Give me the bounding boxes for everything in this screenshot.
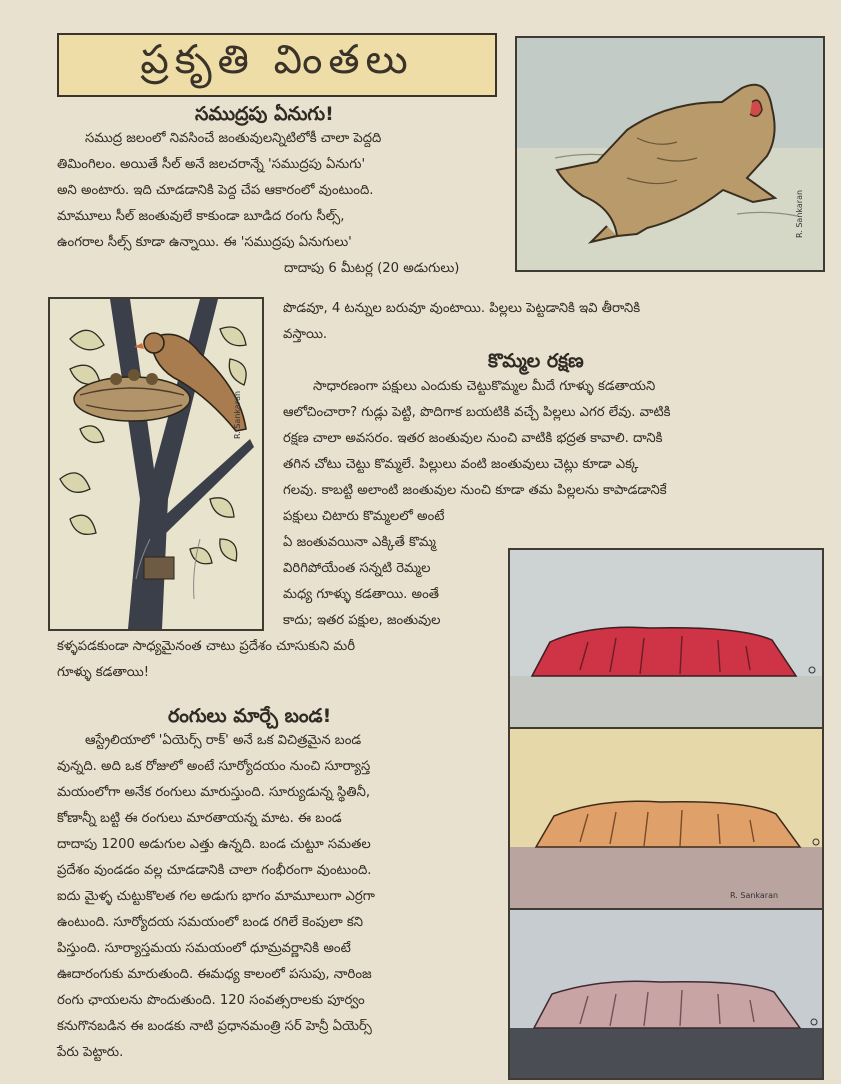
text-line: వున్నది. అది ఒక రోజులో అంటే సూర్యోదయం నుంచి సూర్యాస్త [57, 759, 371, 774]
text-line: కళ్ళపడకుండా సాధ్యమైనంత చాటు ప్రదేశం చూసుకుని మరీ [57, 639, 356, 654]
rock-signature: R. Sankaran [730, 891, 779, 900]
text-line: పిస్తుంది. సూర్యాస్తమయ సమయంలో ధూమ్రవర్ణానికి అంటే [57, 941, 351, 956]
text-line: ఊదారంగుకు మారుతుంది. ఈమధ్య కాలంలో పసుపు, నారింజ [57, 967, 372, 982]
branch-protection-text [283, 374, 821, 504]
text-line: దాదాపు 1200 అడుగుల ఎత్తు ఉన్నది. బండ చుట్టూ సమతల [57, 837, 371, 852]
heading-branch-protection: కొమ్మల రక్షణ [488, 350, 584, 372]
text-line: ఉంగరాల సీల్స్ కూడా ఉన్నాయి. ఈ 'సముద్రపు ఏనుగులు' [57, 235, 352, 250]
text-line: మధ్య గూళ్ళు కడతాయి. అంతే [283, 587, 440, 602]
text-line: దాదాపు 6 మీటర్ల (20 అడుగులు) [284, 261, 460, 276]
sea-elephant-text-continued [283, 296, 821, 348]
seal-illustration [515, 36, 825, 272]
bird-nest-illustration [48, 297, 264, 631]
text-line: కాదు; ఇతర పక్షుల, జంతువుల [283, 613, 441, 628]
text-line: ఆలోచించారా? గుడ్లు పెట్టి, పొదిగాక బయటికి వచ్చే పిల్లలు ఎగర లేవు. వాటికి [283, 405, 671, 420]
heading-sea-elephant: సముద్రపు ఏనుగు! [195, 103, 334, 125]
text-line: ప్రదేశం వుండడం వల్ల చూడడానికి చాలా గంభీరంగా వుంటుంది. [57, 863, 372, 878]
text-line: ఏ జంతువయినా ఎక్కితే కొమ్మ [283, 535, 436, 550]
branch-protection-text-narrow [283, 504, 501, 634]
text-line: పక్షులు చిటారు కొమ్మలలో అంటే [283, 509, 445, 524]
seal-signature: R. Sankaran [795, 189, 804, 238]
ayers-rock-illustration [508, 548, 824, 1080]
text-line: తిమింగిలం. అయితే సీల్ అనే జలచరాన్నే 'సముద్రపు ఏనుగు' [57, 157, 366, 172]
text-line: అని అంటారు. ఇది చూడడానికి పెద్ద చేప ఆకారంలో వుంటుంది. [57, 183, 374, 198]
heading-color-changing-rock: రంగులు మార్చే బండ! [168, 705, 332, 727]
text-line: పేరు పెట్టారు. [57, 1045, 124, 1060]
page-title: ప్రకృతి వింతలు [57, 33, 497, 97]
text-line: సాధారణంగా పక్షులు ఎందుకు చెట్టుకొమ్మల మీదే గూళ్ళు కడతాయని [313, 379, 656, 394]
text-line: ఐదు మైళ్ళ చుట్టుకొలత గల అడుగు భాగం మామూలుగా ఎర్రగా [57, 889, 375, 904]
color-changing-rock-text [57, 728, 501, 1066]
text-line: రంగు ఛాయలను పొందుతుంది. 120 సంవత్సరాలకు పూర్వం [57, 993, 365, 1008]
text-line: మయంలోగా అనేక రంగులు మారుస్తుంది. సూర్యుడున్న స్థితినీ, [57, 785, 371, 800]
text-line: ఆస్ట్రేలియాలో 'ఏయెర్స్ రాక్' అనే ఒక విచిత్రమైన బండ [85, 733, 362, 748]
bird-signature: R. Sankaran [233, 390, 242, 439]
text-line: సముద్ర జలంలో నివసించే జంతువులన్నిటిలోకీ చాలా పెద్దది [85, 131, 382, 146]
text-line: రక్షణ చాలా అవసరం. ఇతర జంతువుల నుంచి వాటికి భద్రత కావాలి. దానికి [283, 431, 663, 446]
sea-elephant-text [57, 126, 501, 256]
text-line: ఉంటుంది. సూర్యోదయ సమయంలో బండ రగిలే కెంపులా కని [57, 915, 363, 930]
branch-protection-text-tail [57, 634, 501, 686]
text-line: కనుగొనబడిన ఈ బండకు నాటి ప్రధానమంత్రి సర్ హెన్రీ ఏయెర్స్ [57, 1019, 372, 1034]
text-line: పొడవూ, 4 టన్నుల బరువూ వుంటాయి. పిల్లలు పెట్టడానికి ఇవి తీరానికి [283, 301, 641, 316]
text-line: మామూలు సీల్ జంతువులే కాకుండా బూడిద రంగు సీల్స్, [57, 209, 345, 224]
text-line: కోణాన్నీ బట్టి ఈ రంగులు మారతాయన్న మాట. ఈ బండ [57, 811, 342, 826]
text-line: విరిగిపోయేంత సన్నటి రెమ్మల [283, 561, 431, 576]
text-line: గూళ్ళు కడతాయి! [57, 665, 150, 680]
text-line: గలవు. కాబట్టి అలాంటి జంతువుల నుంచి కూడా తమ పిల్లలను కాపాడడానికే [283, 483, 667, 498]
text-line: వస్తాయి. [283, 327, 328, 342]
text-line: తగిన చోటు చెట్టు కొమ్మలే. పిల్లులు వంటి జంతువులు చెట్లు కూడా ఎక్క [283, 457, 639, 472]
